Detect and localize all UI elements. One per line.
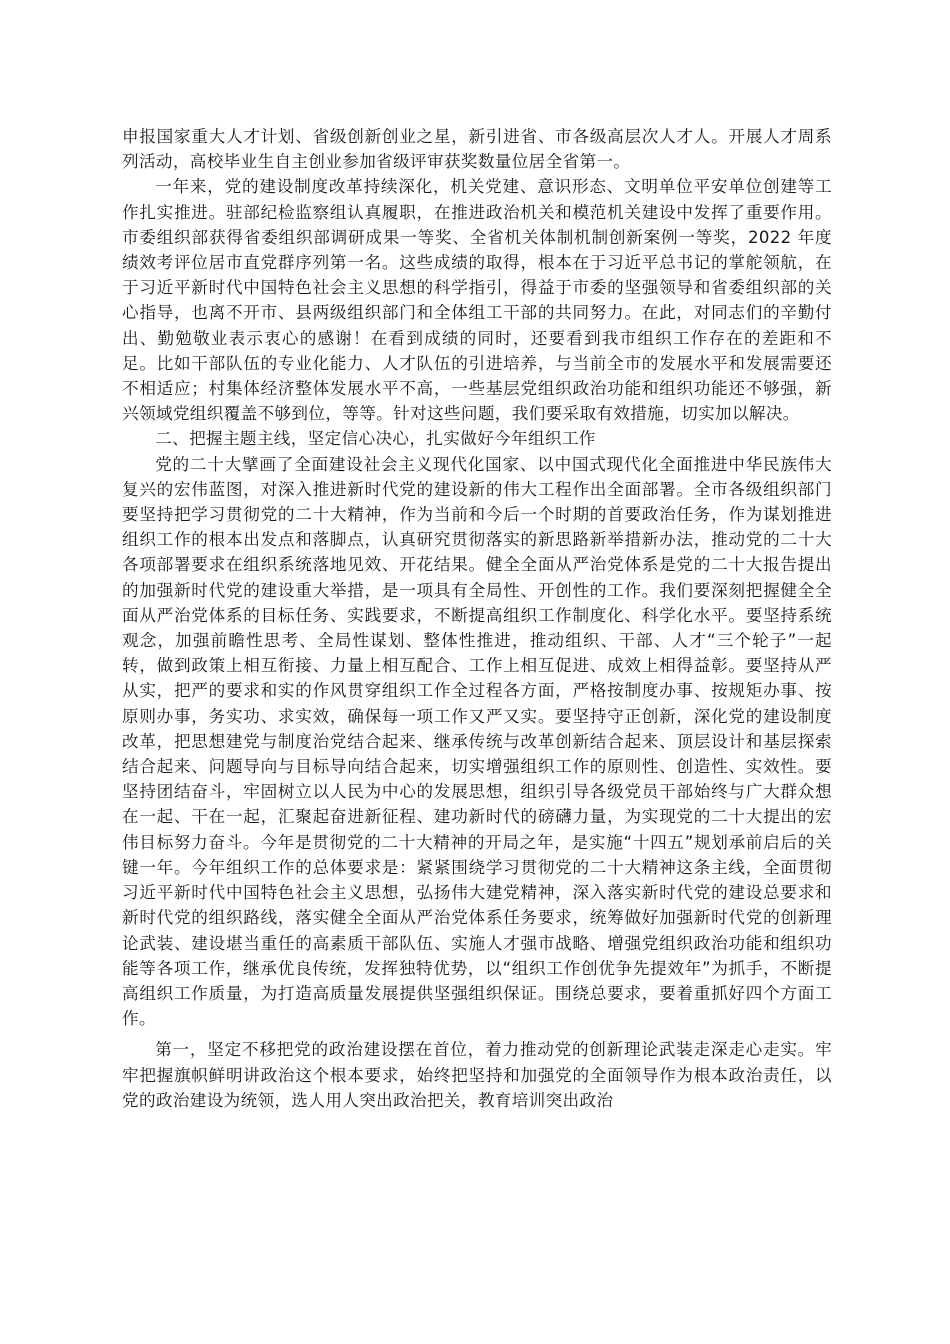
paragraph-talent-work: 申报国家重大人才计划、省级创新创业之星，新引进省、市各级高层次人才人。开展人才周系列活动，高校毕业生自主创业参加省级评审获奖数量位居全省第一。: [122, 127, 832, 172]
paragraph-party-building-review: 一年来，党的建设制度改革持续深化，机关党建、意识形态、文明单位平安单位创建等工作扎实推进。驻部纪检监察组认真履职，在推进政治机关和模范机关建设中发挥了重要作用。市委组织部获得省委组织部调研成果一等奖、全省机关体制机制创新案例一等奖，2022 年度绩效考评位居市直党群序列第一名。这些成绩的取得，根本在于习近平总书记的掌舵领航，在于习近平新时代中国特色社会主义思想的科学指引，得益于市委的坚强领导和省委组织部的关心指导，也离不开市、县两级组织部门和全体组工干部的共同努力。在此，对同志们的辛勤付出、勤勉敬业表示衷心的感谢！在看到成绩的同时，还要看到我市组织工作存在的差距和不足。比如干部队伍的专业化能力、人才队伍的引进培养，与当前全市的发展水平和发展需要还不相适应；村集体经济整体发展水平不高，一些基层党组织政治功能和组织功能还不够强，新兴领域党组织覆盖不够到位，等等。针对这些问题，我们要采取有效措施，切实加以解决。: [122, 177, 832, 424]
section-heading-two: 二、把握主题主线，坚定信心决心，扎实做好今年组织工作: [155, 429, 596, 449]
paragraph-first-task: 第一，坚定不移把党的政治建设摆在首位，着力推动党的创新理论武装走深走心走实。牢牢把握旗帜鲜明讲政治这个根本要求，始终把坚持和加强党的全面领导作为根本政治责任，以党的政治建设为统领，选人用人突出政治把关，教育培训突出政治: [122, 1040, 832, 1110]
document-page: [122, 124, 832, 1113]
paragraph-overall-requirements: 党的二十大擘画了全面建设社会主义现代化国家、以中国式现代化全面推进中华民族伟大复兴的宏伟蓝图，对深入推进新时代党的建设新的伟大工程作出全面部署。全市各级组织部门要坚持把学习贯彻党的二十大精神，作为当前和今后一个时期的首要政治任务，作为谋划推进组织工作的根本出发点和落脚点，认真研究贯彻落实的新思路新举措新办法，推动党的二十大各项部署要求在组织系统落地见效、开花结果。健全全面从严治党体系是党的二十大报告提出的加强新时代党的建设重大举措，是一项具有全局性、开创性的工作。我们要深刻把握健全全面从严治党体系的目标任务、实践要求，不断提高组织工作制度化、科学化水平。要坚持系统观念，加强前瞻性思考、全局性谋划、整体性推进，推动组织、干部、人才“三个轮子”一起转，做到政策上相互衔接、力量上相互配合、工作上相互促进、成效上相得益彰。要坚持从严从实，把严的要求和实的作风贯穿组织工作全过程各方面，严格按制度办事、按规矩办事、按原则办事，务实功、求实效，确保每一项工作又严又实。要坚持守正创新，深化党的建设制度改革，把思想建党与制度治党结合起来、继承传统与改革创新结合起来、顶层设计和基层探索结合起来、问题导向与目标导向结合起来，切实增强组织工作的原则性、创造性、实效性。要坚持团结奋斗，牢固树立以人民为中心的发展思想，组织引导各级党员干部始终与广大群众想在一起、干在一起，汇聚起奋进新征程、建功新时代的磅礴力量，为实现党的二十大提出的宏伟目标努力奋斗。今年是贯彻党的二十大精神的开局之年，是实施“十四五”规划承前启后的关键一年。今年组织工作的总体要求是：紧紧围绕学习贯彻党的二十大精神这条主线，全面贯彻习近平新时代中国特色社会主义思想，弘扬伟大建党精神，深入落实新时代党的建设总要求和新时代党的组织路线，落实健全全面从严治党体系任务要求，统筹做好加强新时代党的创新理论武装、建设堪当重任的高素质干部队伍、实施人才强市战略、增强党组织政治功能和组织功能等各项工作，继承优良传统，发挥独特优势，以“组织工作创优争先提效年”为抓手，不断提高组织工作质量，为打造高质量发展提供坚强组织保证。围绕总要求，要着重抓好四个方面工作。: [122, 454, 832, 1029]
